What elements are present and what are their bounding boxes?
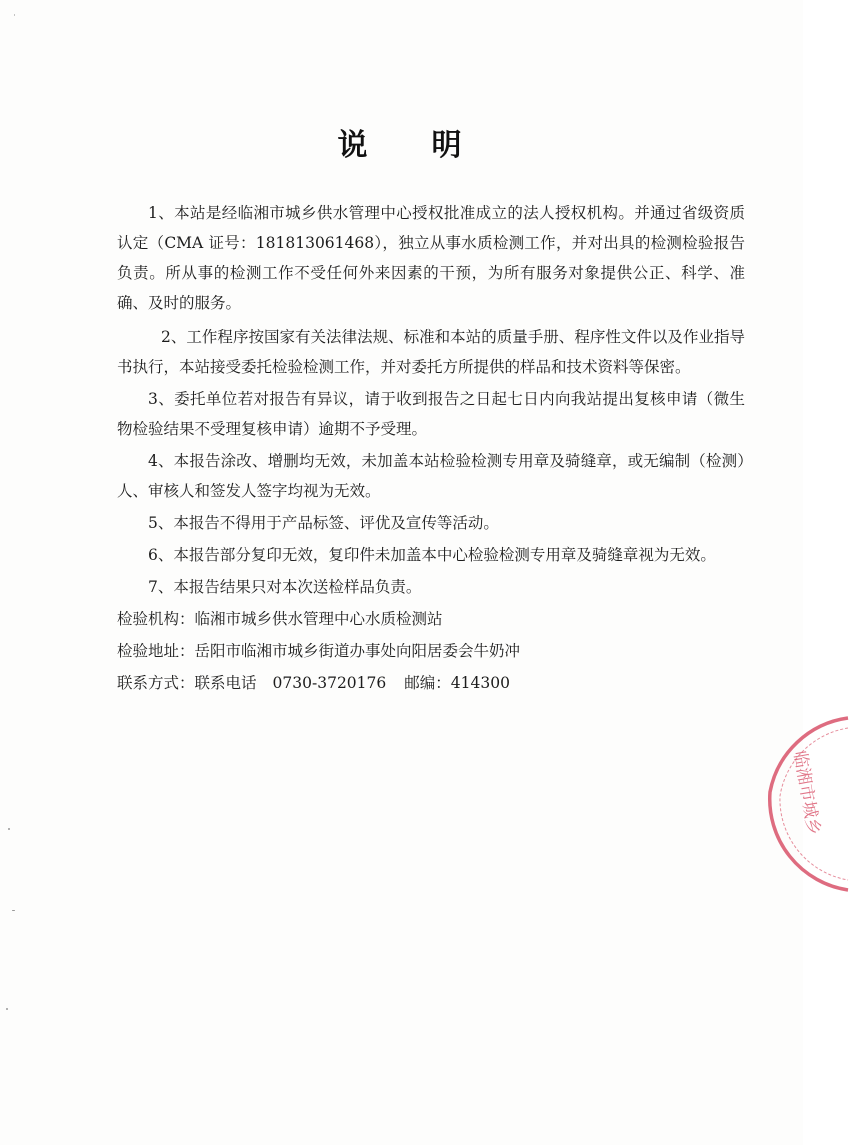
- phone-value: 0730-3720176: [272, 674, 387, 692]
- address-value: 岳阳市临湘市城乡街道办事处向阳居委会牛奶冲: [194, 642, 521, 660]
- paragraph-3: 3、委托单位若对报告有异议，请于收到报告之日起七日内向我站提出复核申请（微生物检验结果不受理复核申请）逾期不予受理。: [117, 390, 745, 438]
- address-line: [117, 636, 745, 666]
- contact-label: 联系方式：: [117, 674, 195, 692]
- paragraph-7: 7、本报告结果只对本次送检样品负责。: [148, 578, 422, 596]
- document-body: [117, 198, 745, 698]
- phone-label: 联系电话: [194, 674, 257, 692]
- title-char-left: 说: [337, 128, 372, 163]
- contact-line: [117, 668, 745, 698]
- paragraph-6: 6、本报告部分复印无效，复印件未加盖本中心检验检测专用章及骑缝章视为无效。: [148, 546, 716, 564]
- address-label: 检验地址：: [117, 642, 195, 660]
- agency-line: [117, 604, 745, 634]
- paragraph-2: 2、工作程序按国家有关法律法规、标准和本站的质量手册、程序性文件以及作业指导书执行，本站接受委托检验检测工作，并对委托方所提供的样品和技术资料等保密。: [117, 328, 745, 376]
- agency-value: 临湘市城乡供水管理中心水质检测站: [194, 610, 443, 628]
- paragraph-4: 4、本报告涂改、增删均无效，未加盖本站检验检测专用章及骑缝章，或无编制（检测）人、审核人和签发人签字均视为无效。: [117, 452, 745, 500]
- agency-label: 检验机构：: [117, 610, 195, 628]
- postcode-value: 414300: [450, 674, 510, 692]
- postcode-label: 邮编：: [404, 674, 451, 692]
- page-title: [0, 120, 803, 164]
- seal-text: 临湘市城乡: [789, 749, 824, 837]
- title-char-right: 明: [431, 128, 466, 163]
- paragraph-5: 5、本报告不得用于产品标签、评优及宣传等活动。: [148, 514, 499, 532]
- official-seal-fragment: [760, 712, 850, 902]
- paragraph-1: 1、本站是经临湘市城乡供水管理中心授权批准成立的法人授权机构。并通过省级资质认定（CMA 证号：181813061468），独立从事水质检测工作，并对出具的检测检验报告负责。所从事的检测工作不受任何外来因素的干预，为所有服务对象提供公正、科学、准确、及时的服务。: [117, 204, 745, 312]
